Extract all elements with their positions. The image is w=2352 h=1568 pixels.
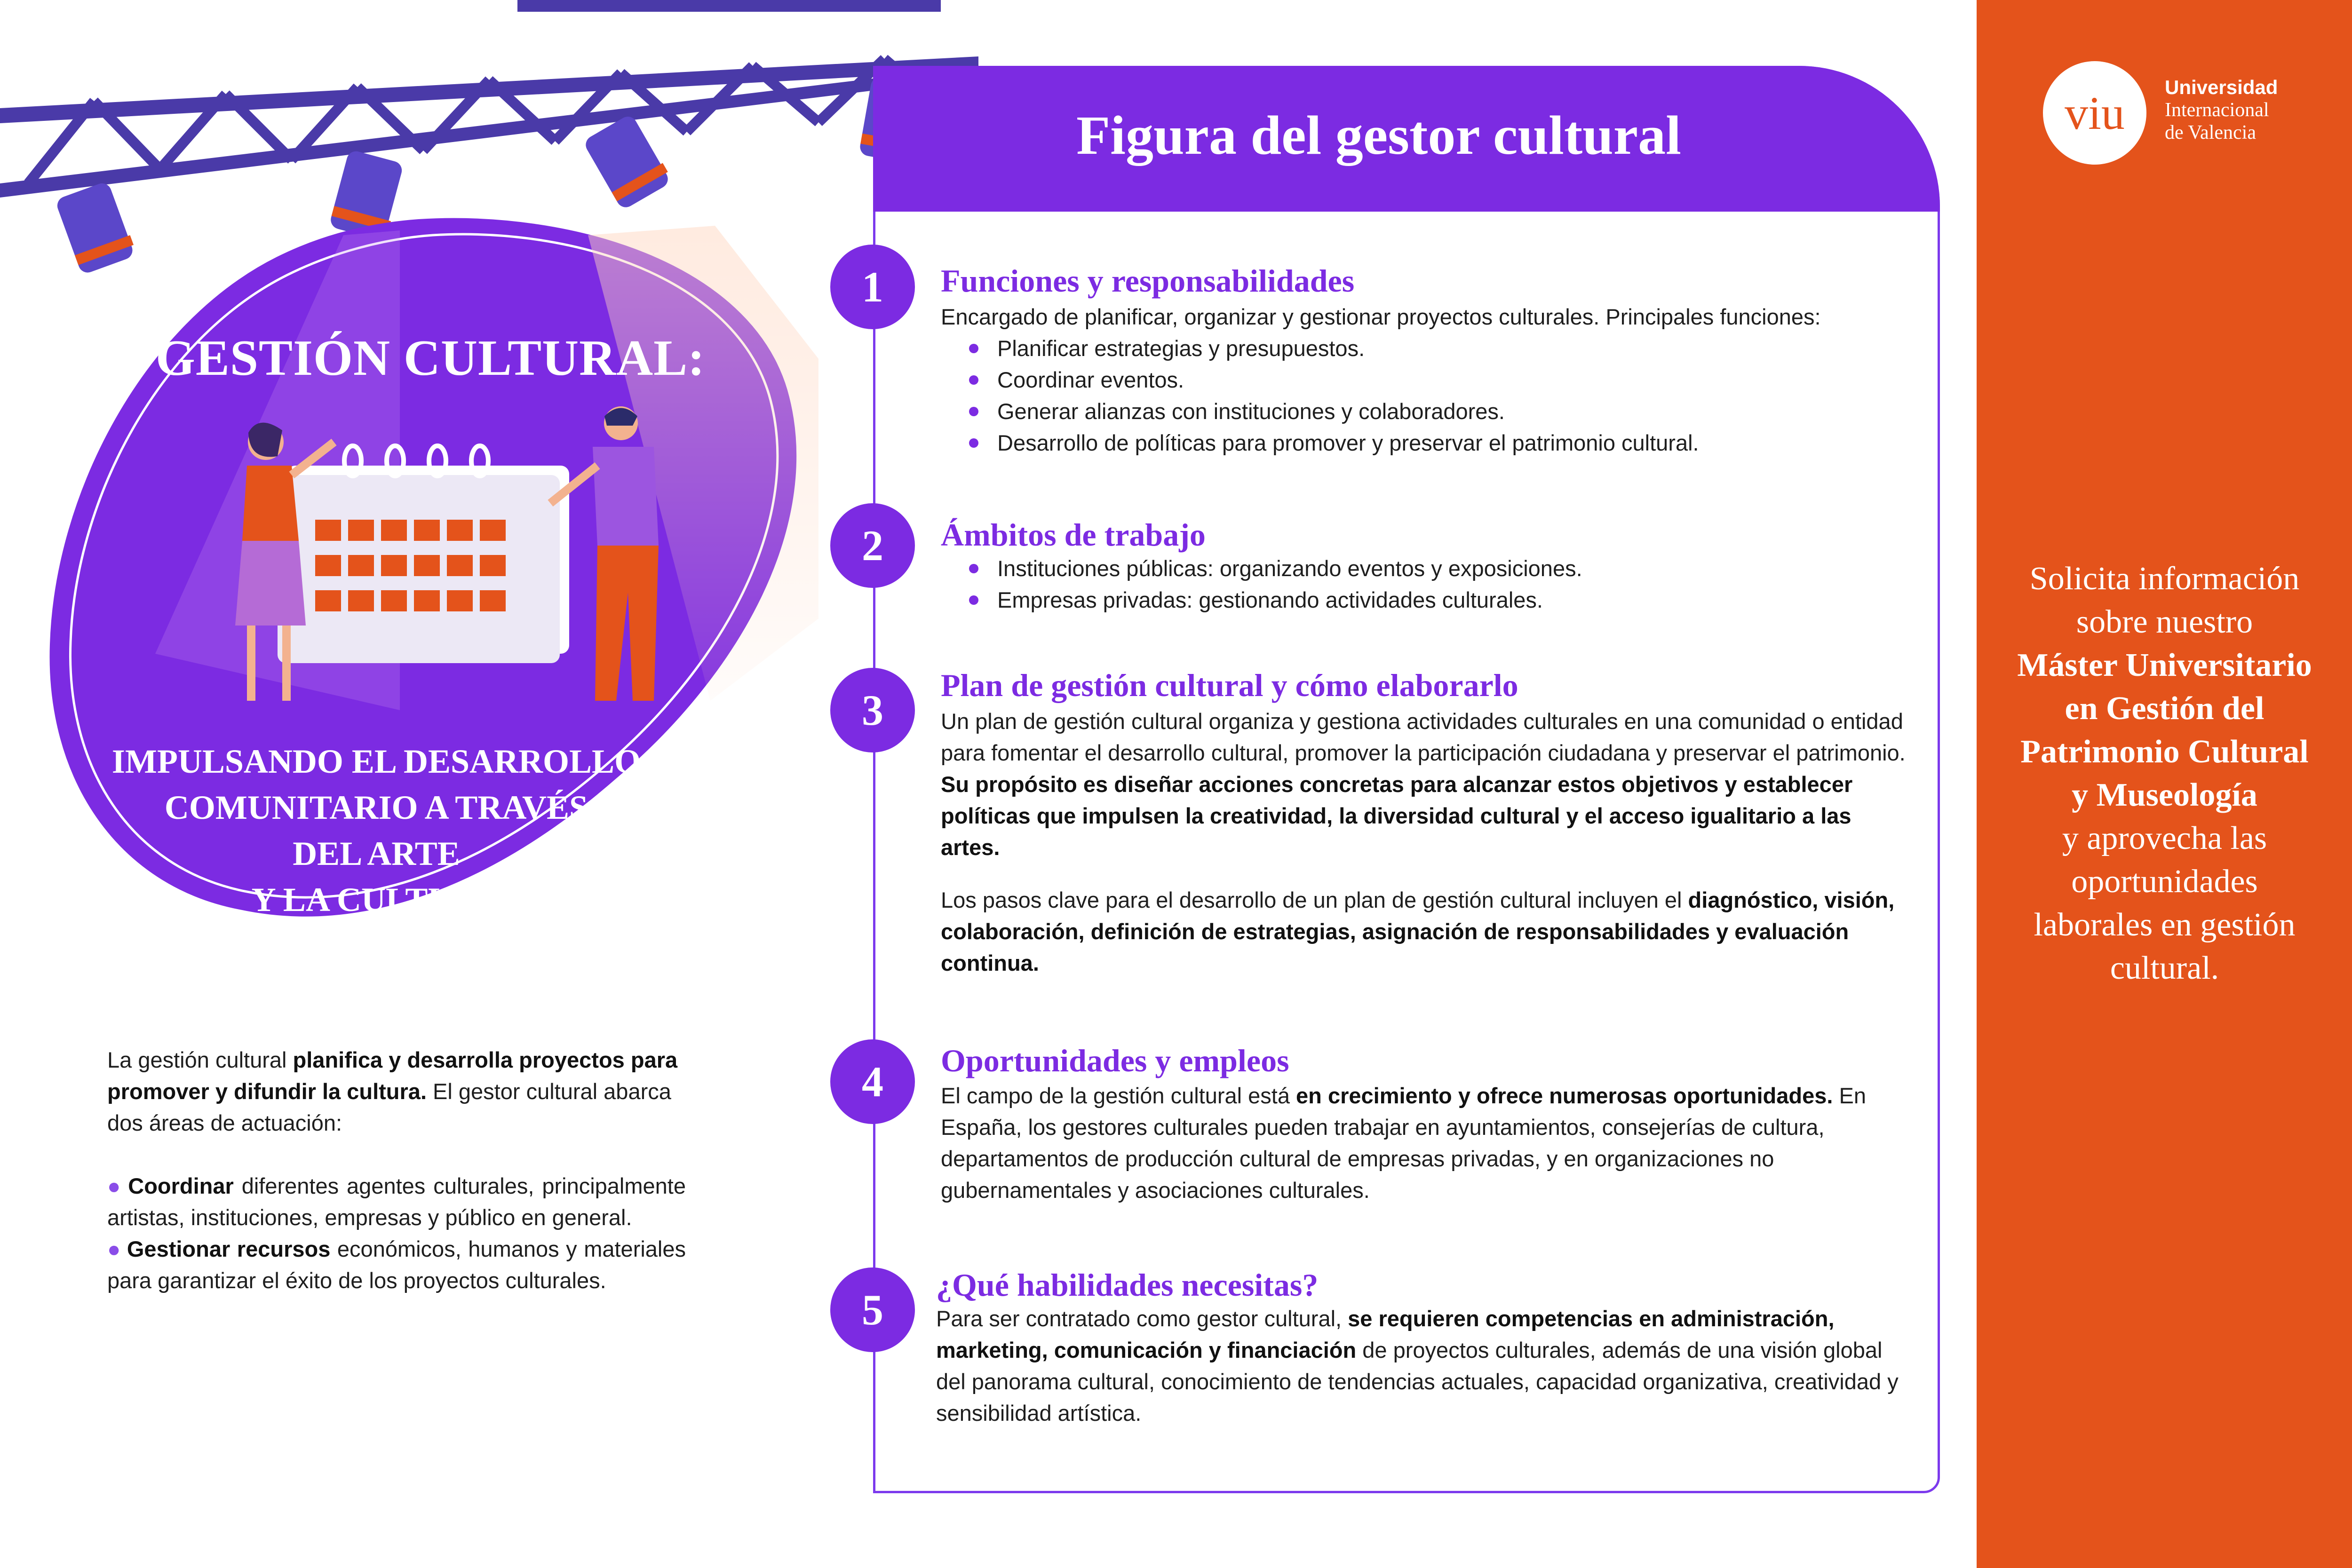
list-item: Coordinar eventos. (997, 364, 1919, 396)
section-body (941, 1080, 1910, 1206)
cta-program-line: Máster Universitario (2017, 647, 2312, 683)
section-number: 2 (830, 503, 915, 588)
brand-line: Internacional (2165, 99, 2269, 121)
cta-program-line: Patrimonio Cultural (2020, 734, 2309, 770)
subtitle-line: COMUNITARIO A TRAVÉS (164, 789, 588, 826)
subtitle-line: DEL ARTE (293, 835, 460, 872)
section-body (941, 301, 1919, 459)
bullet-icon: ● (107, 1173, 123, 1198)
headline: GESTIÓN CULTURAL: (155, 330, 706, 386)
section-title: Funciones y responsabilidades (941, 263, 1355, 299)
section-paragraph (936, 1303, 1910, 1429)
section-paragraph (941, 1080, 1910, 1206)
cta-program-line: y Museología (2072, 777, 2257, 813)
section-title: Ámbitos de trabajo (941, 517, 1206, 553)
paragraph-text: En España, los gestores culturales pueden trabajar en ayuntamientos, consejerías de cultura, departamentos de producción cultural de empresas privadas, y en organizaciones no gubernamentales y asociaciones culturales. (941, 1083, 1866, 1203)
area-text: económicos, humanos y materiales para garantizar el éxito de los proyectos culturales. (107, 1236, 686, 1293)
section-number: 1 (830, 245, 915, 329)
cta-line: laborales en gestión (2034, 907, 2296, 943)
cta-line: Solicita información (2029, 561, 2300, 597)
paragraph-bold: se requieren competencias en administración, marketing, comunicación y financiación (936, 1306, 1835, 1362)
list-item: Instituciones públicas: organizando eventos y exposiciones. (997, 553, 1919, 584)
brand-name (2165, 76, 2278, 144)
cta-line: sobre nuestro (2076, 604, 2253, 640)
section-number: 4 (830, 1039, 915, 1124)
cta-text[interactable] (1977, 557, 2352, 990)
paragraph-text: de proyectos culturales, además de una visión global del panorama cultural, conocimiento de tendencias actuales, capacidad organizativa, creatividad y sensibilidad artística. (936, 1338, 1899, 1425)
cta-line: cultural. (2110, 950, 2219, 986)
section-paragraph (941, 884, 1910, 979)
list-item (107, 1170, 686, 1233)
list-item: Planificar estrategias y presupuestos. (997, 333, 1919, 364)
paragraph-bold: Su propósito es diseñar acciones concretas para alcanzar estos objetivos y establecer políticas que impulsen la creatividad, la diversidad cultural y el acceso igualitario a las artes. (941, 772, 1853, 860)
bullet-list (941, 553, 1919, 616)
paragraph-text: Un plan de gestión cultural organiza y gestiona actividades culturales en una comunidad o entidad para fomentar el desarrollo cultural, promover la participación ciudadana y preservar el patrimonio. (941, 709, 1906, 765)
section-paragraph (941, 705, 1910, 863)
section-body (941, 705, 1910, 979)
section-body (936, 1303, 1910, 1429)
intro-text-part: La gestión cultural (107, 1047, 293, 1072)
section-title: Oportunidades y empleos (941, 1043, 1289, 1078)
brand-line: de Valencia (2165, 122, 2256, 143)
section-number: 5 (830, 1267, 915, 1352)
list-item (107, 1233, 686, 1296)
subtitle-line: Y LA CULTURA (251, 881, 501, 919)
bullet-icon: ● (107, 1236, 121, 1261)
section-title: Plan de gestión cultural y cómo elaborarlo (941, 667, 1518, 703)
paragraph-text: El campo de la gestión cultural está (941, 1083, 1296, 1108)
intro-paragraph (107, 1044, 686, 1139)
bullet-list (941, 333, 1919, 459)
area-bold: Coordinar (128, 1173, 234, 1198)
paragraph-bold: diagnóstico, visión, colaboración, definición de estrategias, asignación de responsabilidades y evaluación continua. (941, 887, 1895, 975)
intro-text-part: El gestor cultural abarca dos áreas de actuación: (107, 1079, 671, 1135)
intro-bold-part: planifica y desarrolla proyectos para promover y difundir la cultura. (107, 1047, 678, 1104)
paragraph-text: Para ser contratado como gestor cultural, (936, 1306, 1348, 1331)
cta-line: oportunidades (2071, 863, 2258, 900)
list-item: Generar alianzas con instituciones y colaboradores. (997, 396, 1919, 427)
area-text: diferentes agentes culturales, principalmente artistas, instituciones, empresas y público en general. (107, 1173, 686, 1230)
list-item: Desarrollo de políticas para promover y preservar el patrimonio cultural. (997, 427, 1919, 459)
areas-list (107, 1170, 686, 1296)
section-intro: Encargado de planificar, organizar y gestionar proyectos culturales. Principales funciones: (941, 304, 1821, 329)
section-number: 3 (830, 668, 915, 752)
section-body (941, 553, 1919, 616)
cta-line: y aprovecha las (2062, 820, 2267, 856)
viu-logo[interactable]: viu (2043, 61, 2146, 165)
intro-text (107, 1044, 686, 1296)
paragraph-text: Los pasos clave para el desarrollo de un plan de gestión cultural incluyen el (941, 887, 1688, 912)
panel-title: Figura del gestor cultural (1076, 104, 1681, 166)
blob-subtitle (94, 738, 659, 923)
paragraph-bold: en crecimiento y ofrece numerosas oportunidades. (1296, 1083, 1833, 1108)
section-title: ¿Qué habilidades necesitas? (936, 1267, 1319, 1303)
calendar-people-illustration (207, 404, 677, 715)
brand-line: Universidad (2165, 76, 2278, 98)
cta-program-line: en Gestión del (2065, 690, 2265, 727)
area-bold: Gestionar recursos (127, 1236, 331, 1261)
subtitle-line: IMPULSANDO EL DESARROLLO (111, 743, 641, 780)
list-item: Empresas privadas: gestionando actividades culturales. (997, 584, 1919, 616)
